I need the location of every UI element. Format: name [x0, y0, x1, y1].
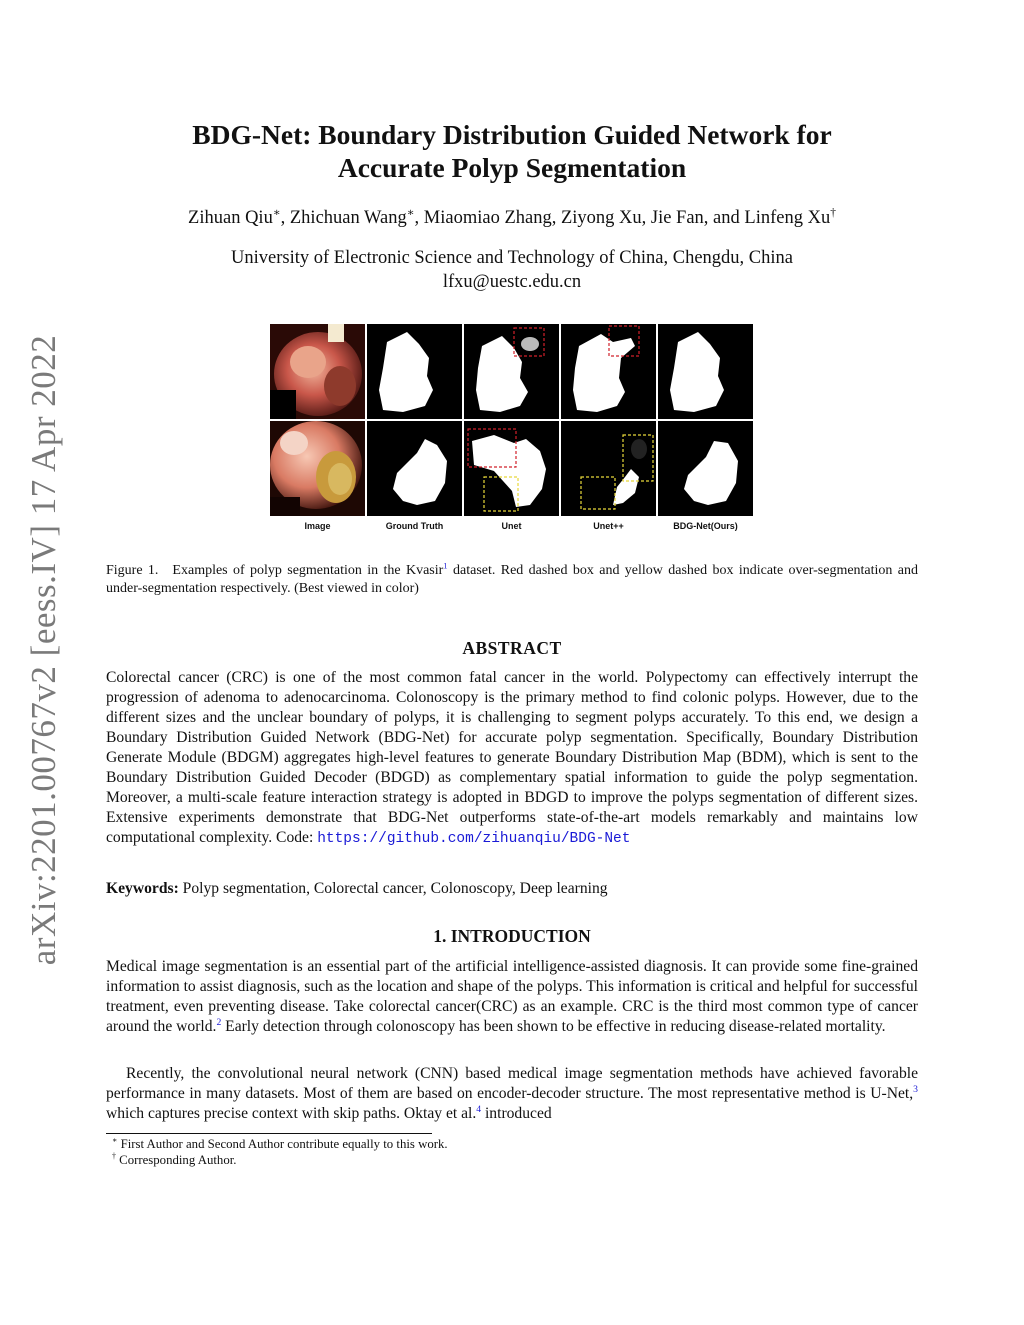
- affiliation: University of Electronic Science and Technology of China, Chengdu, China: [231, 248, 793, 268]
- corresponding-mark: †: [830, 206, 836, 219]
- fig-r2-image: [270, 421, 365, 516]
- col-label-unet: Unet: [501, 521, 522, 531]
- endoscopy-photo-2: [270, 421, 365, 516]
- figure-column-labels: [270, 521, 754, 531]
- endoscopy-photo-1: [270, 324, 365, 419]
- col-label-unetpp: Unet++: [593, 521, 624, 531]
- title-line-2: Accurate Polyp Segmentation: [337, 152, 687, 183]
- mask-unet-1: [464, 324, 559, 419]
- intro-p2-ref-2[interactable]: 4: [476, 1103, 482, 1115]
- abstract-text: Colorectal cancer (CRC) is one of the most common fatal cancer in the world. Polypectomy can effectively interrupt the progression of adenoma to adenocarcinoma. Colonoscopy is the primary method to find colonic polyps. However, due to the different sizes and the unclear boundary of polyps, it is challenging to segment polyps accurately. To this end, we design a Boundary Distribution Guided Network (BDG-Net) for accurate polyp segmentation. Specifically, Boundary Distribution Generate Module (BDGM) aggregates high-level features to generate Boundary Distribution Map (BDM), which is sent to the Boundary Distribution Guided Decoder (BDGD) as complementary spatial information to guide the polyp segmentation. Moreover, a multi-scale feature interaction strategy is adopted in BDGD to improve the polyps segmentation of different sizes. Extensive experiments demonstrate that BDG-Net outperforms state-of-the-art models remarkably and maintains low computational complexity. Code:: [106, 669, 918, 846]
- caption-label: Figure 1.: [106, 563, 159, 578]
- caption-text-b: dataset. Red dashed box and yellow dashed box indicate over-segmentation and under-segmentation respectively. (Best viewed in color): [106, 563, 918, 596]
- footnote-1-text: First Author and Second Author contribute equally to this work.: [117, 1137, 448, 1151]
- intro-paragraph-1: [106, 957, 918, 1037]
- figure-caption: [106, 562, 918, 598]
- keywords-text: Polyp segmentation, Colorectal cancer, Colonoscopy, Deep learning: [178, 880, 608, 897]
- footnote-2-text: Corresponding Author.: [115, 1153, 237, 1167]
- mask-unetpp-2: [561, 421, 656, 516]
- intro-paragraph-2: [106, 1064, 918, 1124]
- code-link[interactable]: https://github.com/zihuanqiu/BDG-Net: [317, 831, 631, 847]
- author-1-mark: ∗: [272, 206, 281, 219]
- abstract-heading: ABSTRACT: [462, 638, 562, 658]
- intro-heading: 1. INTRODUCTION: [433, 926, 591, 946]
- footnotes: [106, 1136, 918, 1168]
- keywords-label: Keywords:: [106, 880, 179, 897]
- col-label-image: Image: [304, 521, 331, 531]
- intro-p1-b: Early detection through colonoscopy has been shown to be effective in reducing disease-related mortality.: [221, 1018, 886, 1035]
- author-list: [106, 206, 918, 230]
- author-2: , Zhichuan Wang: [280, 208, 407, 228]
- fig-r1-ground-truth: [367, 324, 462, 419]
- author-1: Zihuan Qiu: [188, 208, 273, 228]
- affiliation-block: [106, 246, 918, 294]
- fig-r2-ground-truth: [367, 421, 462, 516]
- fig-r1-unetpp: [561, 324, 656, 419]
- arxiv-side-stamp: arXiv:2201.00767v2 [eess.IV] 17 Apr 2022: [24, 334, 63, 966]
- caption-ref[interactable]: 1: [443, 560, 448, 571]
- col-label-bdgnet: BDG-Net(Ours): [673, 521, 738, 531]
- intro-p2-c: introduced: [481, 1105, 552, 1122]
- title-line-1: BDG-Net: Boundary Distribution Guided Network for: [192, 119, 832, 150]
- fig-r1-unet: [464, 324, 559, 419]
- intro-p2-ref-1[interactable]: 3: [913, 1083, 918, 1095]
- mask-gt-2: [367, 421, 462, 516]
- footnote-rule: [106, 1133, 432, 1134]
- paper-title: [106, 118, 918, 184]
- caption-text-a: Examples of polyp segmentation in the Kvasir: [172, 563, 444, 578]
- fig-r1-bdgnet: [658, 324, 753, 419]
- fig-r2-bdgnet: [658, 421, 753, 516]
- mask-bdgnet-1: [658, 324, 753, 419]
- mask-unetpp-1: [561, 324, 656, 419]
- authors-rest: , Miaomiao Zhang, Ziyong Xu, Jie Fan, and Linfeng Xu: [414, 208, 831, 228]
- email: lfxu@uestc.edu.cn: [442, 272, 582, 292]
- author-2-mark: ∗: [406, 206, 415, 219]
- fig-r1-image: [270, 324, 365, 419]
- keywords: [106, 879, 918, 899]
- fig-r2-unetpp: [561, 421, 656, 516]
- abstract-body: [106, 668, 918, 849]
- fig-r2-unet: [464, 421, 559, 516]
- mask-unet-2: [464, 421, 559, 516]
- footnote-1: [106, 1136, 918, 1152]
- intro-p1-ref[interactable]: 2: [216, 1016, 222, 1028]
- intro-p1-a: Medical image segmentation is an essential part of the artificial intelligence-assisted diagnosis. It can provide some fine-grained information to assist diagnosis, such as the location and shape of the polyps. This information is critical and helpful for successful treatment, even preventing disease. Take colorectal cancer(CRC) as an example. CRC is the third most common type of cancer around the world.: [106, 958, 918, 1035]
- footnote-2: [106, 1152, 918, 1168]
- figure-1: [270, 324, 754, 531]
- footnote-2-mark: †: [112, 1151, 116, 1161]
- figure-grid: [270, 324, 754, 516]
- intro-p2-b: which captures precise context with skip paths. Oktay et al.: [106, 1105, 477, 1122]
- mask-bdgnet-2: [658, 421, 753, 516]
- col-label-ground-truth: Ground Truth: [385, 521, 444, 531]
- mask-gt-1: [367, 324, 462, 419]
- intro-p2-a: Recently, the convolutional neural network (CNN) based medical image segmentation methods have achieved favorable performance in many datasets. Most of them are based on encoder-decoder structure. The most representative method is U-Net,: [106, 1065, 918, 1102]
- footnote-1-mark: ∗: [112, 1135, 118, 1145]
